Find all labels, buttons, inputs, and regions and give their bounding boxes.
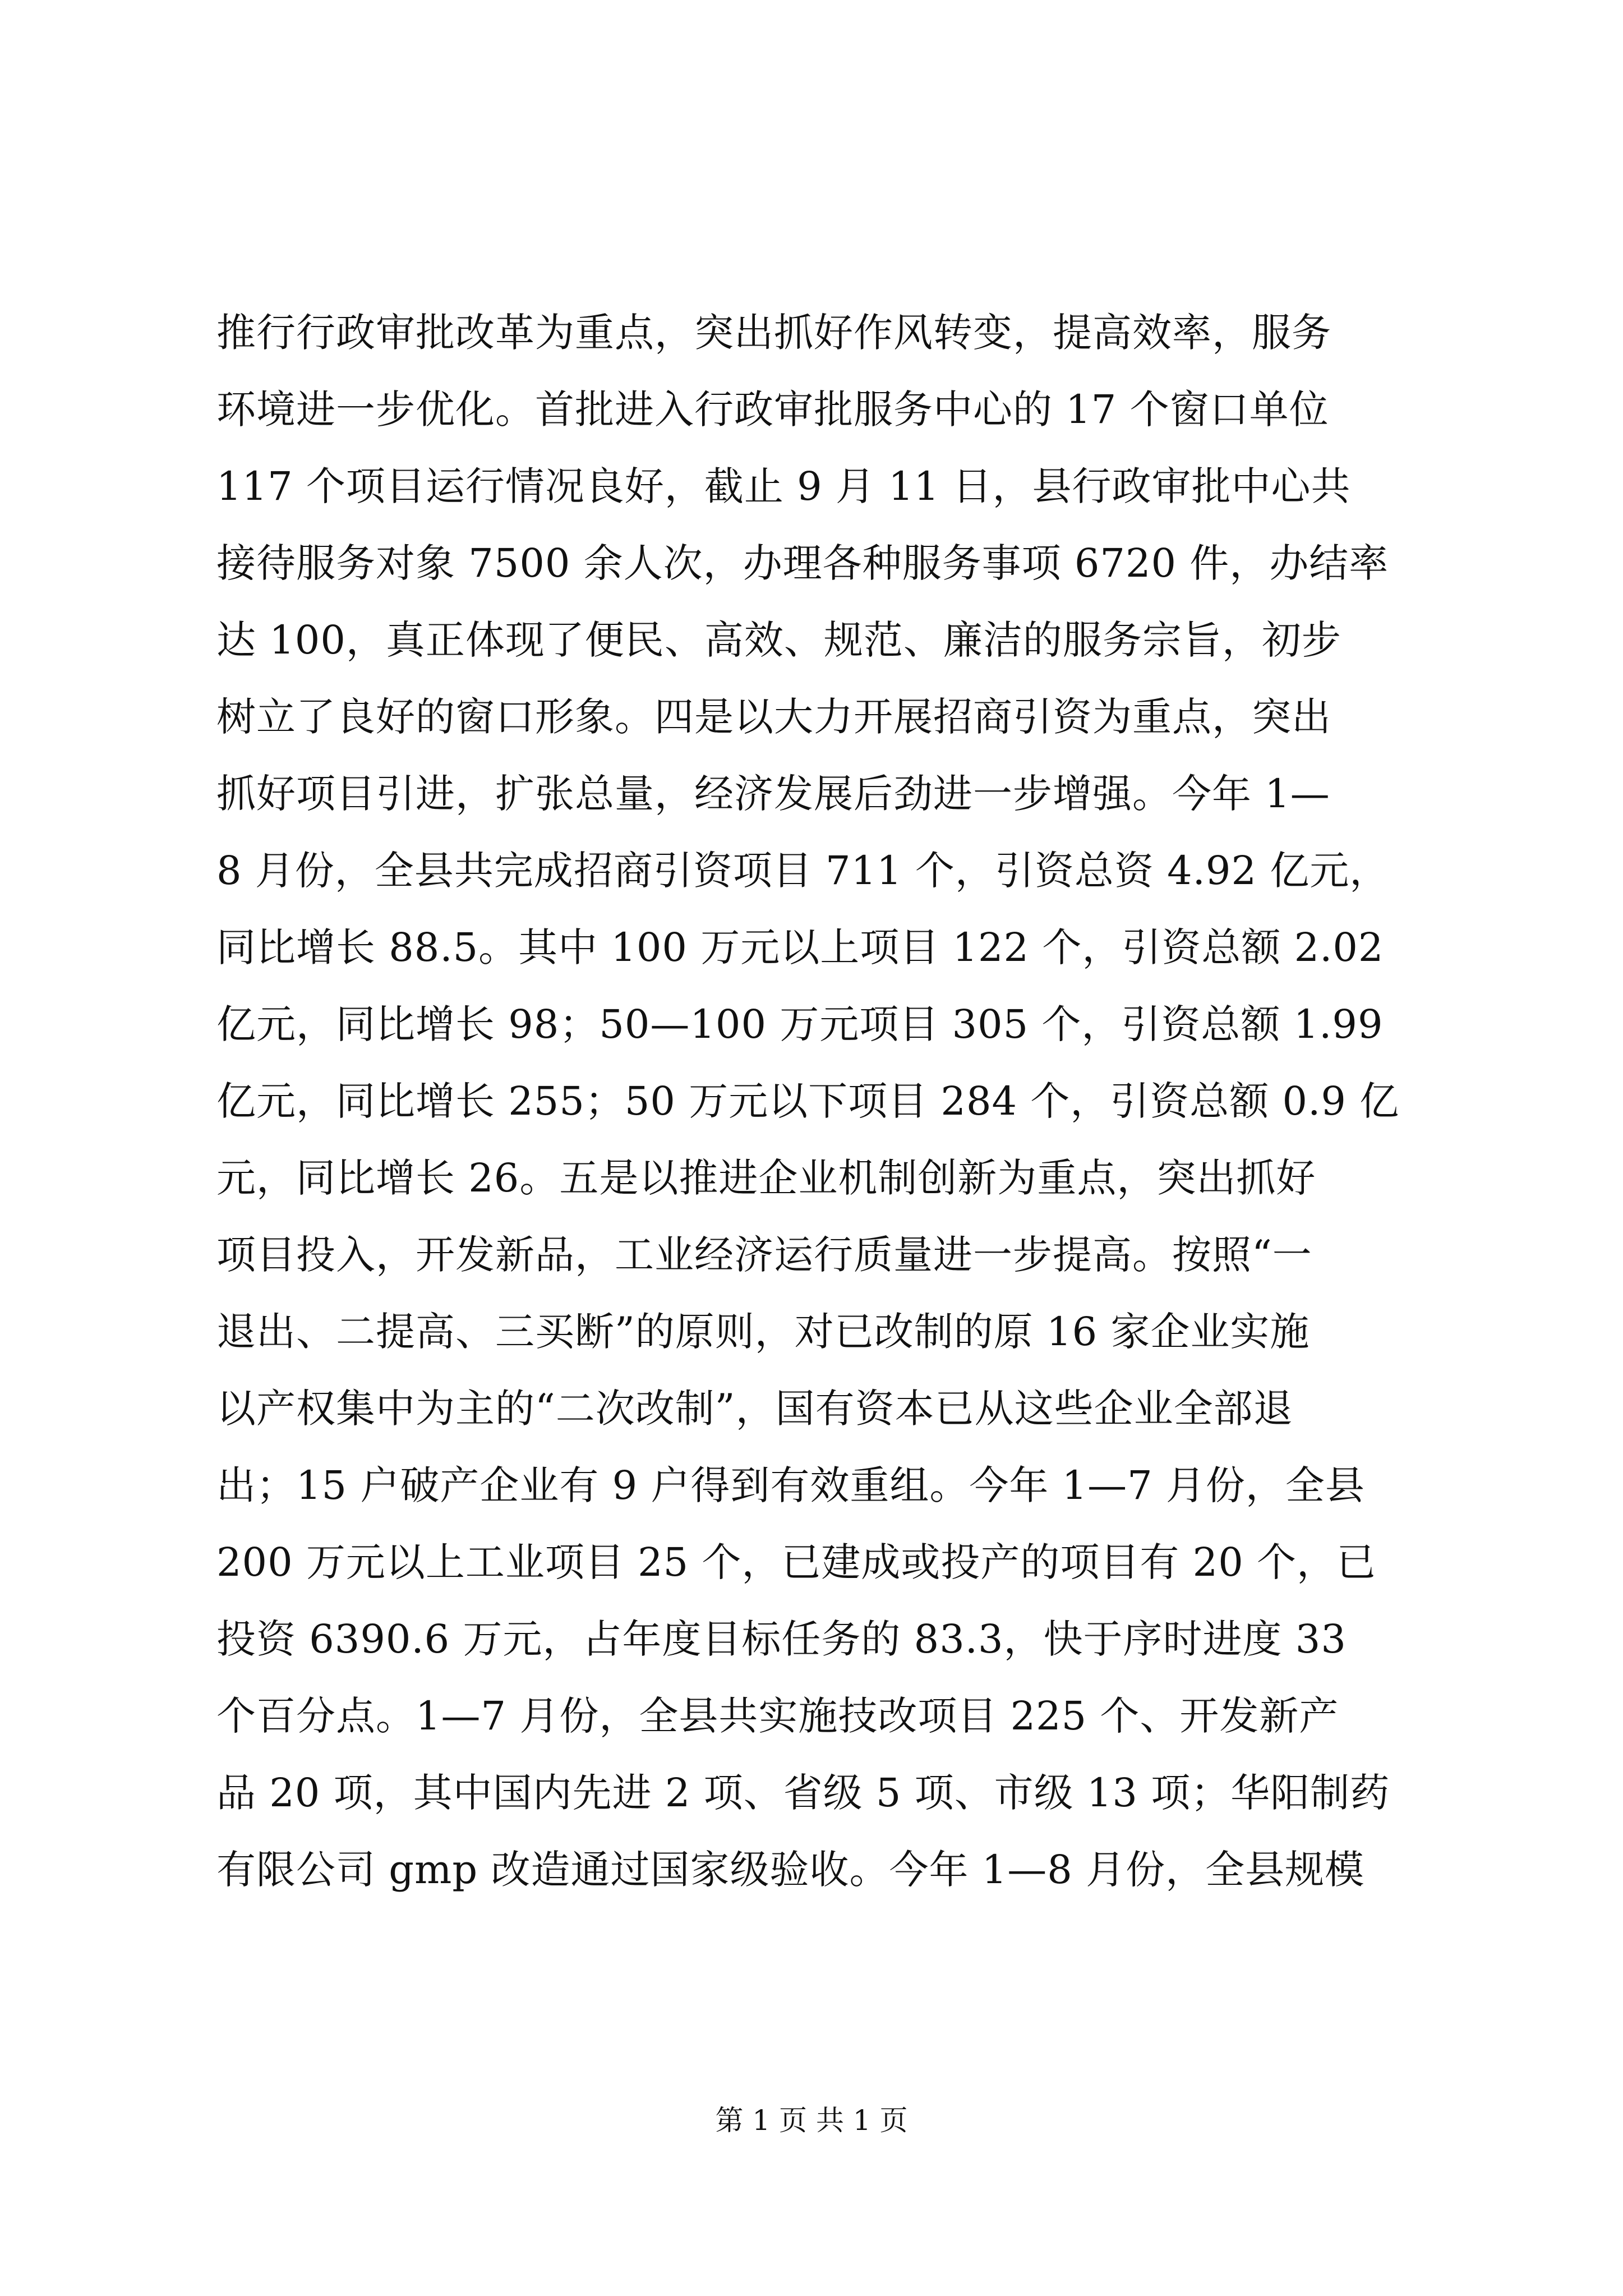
- text-line: 同比增长 88.5。其中 100 万元以上项目 122 个，引资总额 2.02: [216, 924, 1384, 970]
- text-line: 达 100，真正体现了便民、高效、规范、廉洁的服务宗旨，初步: [216, 617, 1341, 663]
- text-line: 树立了良好的窗口形象。四是以大力开展招商引资为重点，突出: [216, 694, 1331, 740]
- text-line: 抓好项目引进，扩张总量，经济发展后劲进一步增强。今年 1—: [216, 771, 1330, 817]
- text-line: 200 万元以上工业项目 25 个，已建成或投产的项目有 20 个，已: [216, 1539, 1377, 1585]
- text-line: 项目投入，开发新品，工业经济运行质量进一步提高。按照“一: [216, 1232, 1312, 1278]
- body-text: [216, 295, 1400, 1908]
- text-line: 个百分点。1—7 月份，全县共实施技改项目 225 个、开发新产: [216, 1693, 1339, 1739]
- page-number-label: 第 1 页 共 1 页: [715, 2104, 908, 2137]
- text-line: 8 月份，全县共完成招商引资项目 711 个，引资总资 4.92 亿元，: [216, 848, 1390, 894]
- text-line: 以产权集中为主的“二次改制”，国有资本已从这些企业全部退: [216, 1386, 1293, 1432]
- text-line: 亿元，同比增长 98；50—100 万元项目 305 个，引资总额 1.99: [216, 1001, 1384, 1047]
- text-line: 环境进一步优化。首批进入行政审批服务中心的 17 个窗口单位: [216, 386, 1329, 432]
- text-line: 推行行政审批改革为重点，突出抓好作风转变，提高效率，服务: [216, 310, 1331, 356]
- text-line: 亿元，同比增长 255；50 万元以下项目 284 个，引资总额 0.9 亿: [216, 1078, 1400, 1124]
- text-line: 有限公司 gmp 改造通过国家级验收。今年 1—8 月份，全县规模: [216, 1847, 1365, 1893]
- text-line: 117 个项目运行情况良好，截止 9 月 11 日，县行政审批中心共: [216, 463, 1351, 509]
- page-footer: [0, 2101, 1623, 2140]
- text-line: 品 20 项，其中国内先进 2 项、省级 5 项、市级 13 项；华阳制药: [216, 1770, 1390, 1816]
- text-line: 接待服务对象 7500 余人次，办理各种服务事项 6720 件，办结率: [216, 540, 1389, 586]
- text-line: 投资 6390.6 万元，占年度目标任务的 83.3，快于序时进度 33: [216, 1616, 1347, 1662]
- text-line: 出；15 户破产企业有 9 户得到有效重组。今年 1—7 月份，全县: [216, 1462, 1365, 1508]
- text-line: 退出、二提高、三买断”的原则，对已改制的原 16 家企业实施: [216, 1309, 1310, 1355]
- text-line: 元，同比增长 26。五是以推进企业机制创新为重点，突出抓好: [216, 1155, 1316, 1201]
